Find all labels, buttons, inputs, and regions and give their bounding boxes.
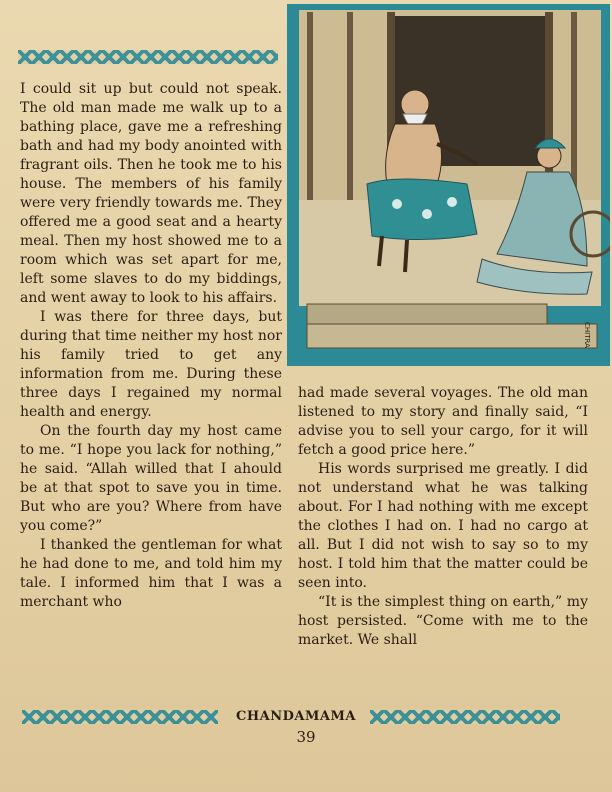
paragraph: I was there for three days, but during that time neither my host nor his family tried to get any information from me. During these three days I regained my normal health and energy. xyxy=(20,309,282,420)
artist-signature: CHITRA xyxy=(583,322,591,348)
page-number: 39 xyxy=(296,728,316,746)
paragraph: I could sit up but could not speak. The old man made me walk up to a bathing place, gave me a refreshing bath and had my body anointed with fragrant oils. Then he took me to his house. The members of his family were very friendly towards me. They offered me a good seat and a hearty meal. Then my host showed me to a room which was set apart for me, left some slaves to do my biddings, and went away to look to his affairs. xyxy=(20,81,282,306)
magazine-title: CHANDAMAMA xyxy=(236,709,356,724)
paragraph: “It is the simplest thing on earth,” my host persisted. “Come with me to the market. We shall xyxy=(298,594,588,648)
paragraph: I thanked the gentleman for what he had done to me, and told him my tale. I informed him that I was a merchant who xyxy=(20,537,282,610)
story-illustration xyxy=(287,4,610,366)
left-text-column xyxy=(20,80,282,612)
decorative-border-bottom-left xyxy=(22,710,218,724)
decorative-border-bottom-right xyxy=(370,710,560,724)
right-text-column xyxy=(298,384,588,650)
paragraph: had made several voyages. The old man listened to my story and finally said, “I advise you to sell your cargo, for it will fetch a good price here.” xyxy=(298,385,588,458)
paragraph: On the fourth day my host came to me. “I hope you lack for nothing,” he said. “Allah willed that I ahould be at that spot to save you in time. But who are you? Where from have you come?” xyxy=(20,423,282,534)
illustration-drawing xyxy=(287,4,610,366)
decorative-border-top xyxy=(18,50,278,64)
paragraph: His words surprised me greatly. I did not understand what he was talking about. For I had nothing with me except the clothes I had on. I had no cargo at all. But I did not wish to say so to my host. I told him that the matter could be seen into. xyxy=(298,461,588,591)
